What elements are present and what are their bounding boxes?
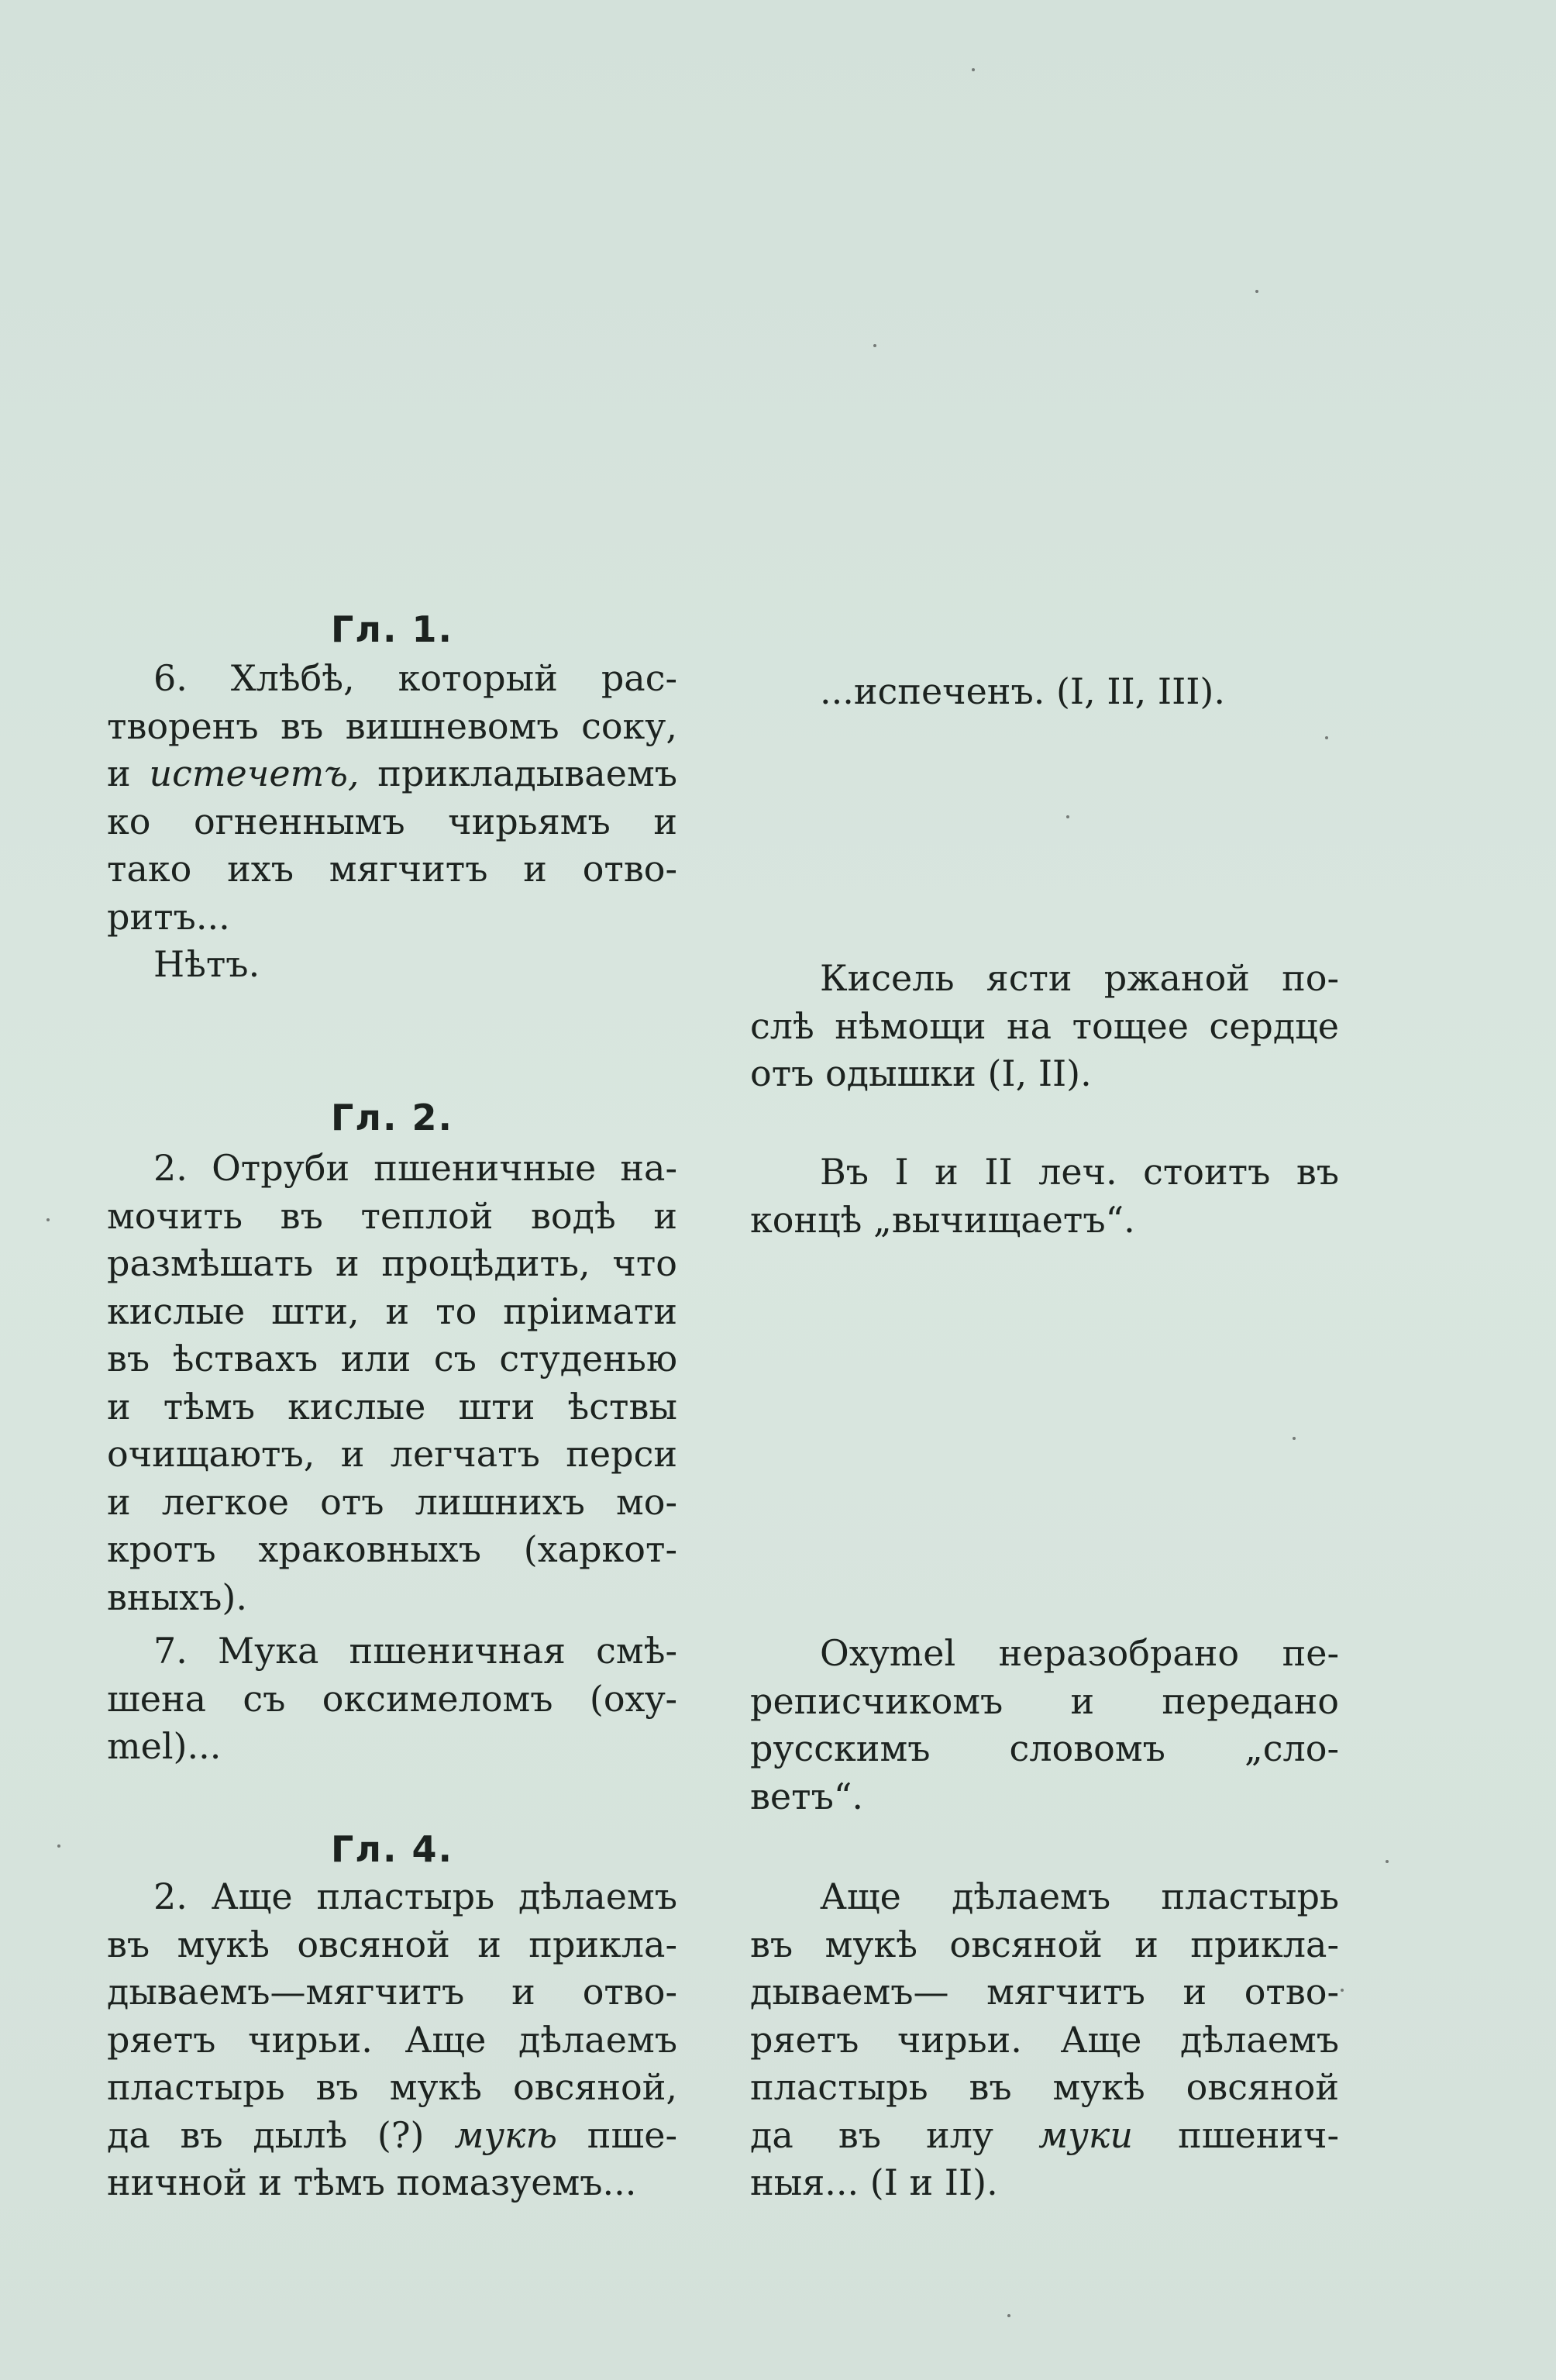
paper-speck	[46, 1218, 50, 1221]
text-line: mel)...	[107, 1725, 222, 1767]
paper-speck	[1066, 815, 1069, 818]
right-note-2	[750, 955, 1339, 1098]
paper-speck	[972, 68, 975, 71]
text-line: кротъ храковныхъ (харкот-	[107, 1528, 677, 1570]
text-line: пластырь въ мукѣ овсяной,	[107, 2066, 677, 2108]
chapter-2-heading: Гл. 2.	[331, 1097, 453, 1138]
paper-speck	[57, 1844, 60, 1848]
paper-speck	[1341, 1989, 1344, 1992]
text-line: Нѣтъ.	[153, 943, 260, 985]
chapter-2-paragraph-2	[107, 1627, 677, 1771]
text-line: шена съ оксимеломъ (oxy-	[107, 1677, 677, 1720]
text-line: русскимъ словомъ „сло-	[750, 1727, 1339, 1769]
text-line: Въ I и II леч. стоитъ въ	[820, 1151, 1339, 1193]
text-line: размѣшать и процѣдить, что	[107, 1242, 677, 1284]
paper-speck	[1293, 1437, 1296, 1440]
text-line: ряетъ чирьи. Аще дѣлаемъ	[750, 2018, 1339, 2061]
chapter-2-paragraph-1	[107, 1145, 677, 1621]
text-line: Кисель ясти ржаной по-	[820, 957, 1339, 999]
text-line: ко огненнымъ чирьямъ и	[107, 800, 677, 842]
text-line: и легкое отъ лишнихъ мо-	[107, 1480, 677, 1523]
chapter-4-heading: Гл. 4.	[331, 1828, 453, 1870]
right-note-4	[750, 1630, 1339, 1820]
right-note-5	[750, 1873, 1339, 2207]
text-line: ...испеченъ. (I, II, III).	[820, 670, 1226, 712]
text-line: творенъ въ вишневомъ соку,	[107, 704, 677, 747]
text-line: 7. Мука пшеничная смѣ-	[153, 1630, 677, 1672]
right-note-3	[750, 1149, 1339, 1244]
text-line: 2. Отруби пшеничные на-	[153, 1147, 677, 1189]
text-line: да въ дылѣ (?) мукѣ пше-	[107, 2113, 677, 2156]
text-line: въ мукѣ овсяной и прикла-	[107, 1923, 677, 1965]
right-note-1	[750, 668, 1409, 716]
text-line: реписчикомъ и передано	[750, 1679, 1339, 1722]
text-line: очищаютъ, и легчатъ перси	[107, 1433, 677, 1475]
italic-word: мукѣ	[454, 2113, 558, 2156]
text-line: ничной и тѣмъ помазуемъ...	[107, 2161, 637, 2203]
text-line: ныя... (I и II).	[750, 2161, 998, 2203]
text-line: ритъ...	[107, 895, 230, 938]
text-line: тако ихъ мягчитъ и отво-	[107, 848, 677, 890]
paper-speck	[1007, 2314, 1010, 2317]
text-line: да въ илу муки пшенич-	[750, 2113, 1339, 2156]
text-line: кислые шти, и то пріимати	[107, 1290, 677, 1332]
paper-speck	[1255, 290, 1258, 293]
text-line: концѣ „вычищаетъ“.	[750, 1198, 1135, 1241]
text-line: дываемъ—мягчитъ и отво-	[107, 1971, 677, 2013]
italic-word: истечетъ,	[149, 753, 360, 794]
text-line: въ ѣствахъ или съ студенью	[107, 1338, 677, 1379]
text-line: и тѣмъ кислые шти ѣствы	[107, 1385, 677, 1428]
paper-speck	[873, 344, 876, 347]
text-line: дываемъ— мягчитъ и отво-	[750, 1971, 1339, 2013]
text-line: 6. Хлѣбѣ, который рас-	[153, 657, 677, 699]
text-line: ряетъ чирьи. Аще дѣлаемъ	[107, 2018, 677, 2061]
text-line: пластырь въ мукѣ овсяной	[750, 2066, 1339, 2108]
text-line: мочить въ теплой водѣ и	[107, 1194, 677, 1237]
text-line: отъ одышки (I, II).	[750, 1052, 1092, 1094]
italic-word: муки	[1038, 2113, 1133, 2156]
text-line: Oxymel неразобрано пе-	[820, 1632, 1339, 1674]
text-line: вныхъ).	[107, 1576, 247, 1618]
text-line: слѣ нѣмощи на тощее сердце	[750, 1004, 1339, 1047]
text-line: ветъ“.	[750, 1775, 863, 1817]
chapter-4-paragraph	[107, 1873, 677, 2207]
text-line: въ мукѣ овсяной и прикла-	[750, 1923, 1339, 1965]
chapter-1-paragraph	[107, 655, 677, 941]
text-line: Аще дѣлаемъ пластырь	[820, 1875, 1339, 1917]
chapter-1-heading: Гл. 1.	[331, 608, 453, 650]
paper-speck	[1325, 736, 1328, 739]
paper-speck	[1386, 1860, 1389, 1863]
text-line: и истечетъ, прикладываемъ	[107, 753, 677, 794]
chapter-1-note	[107, 941, 724, 989]
text-line: 2. Аще пластырь дѣлаемъ	[153, 1875, 677, 1917]
